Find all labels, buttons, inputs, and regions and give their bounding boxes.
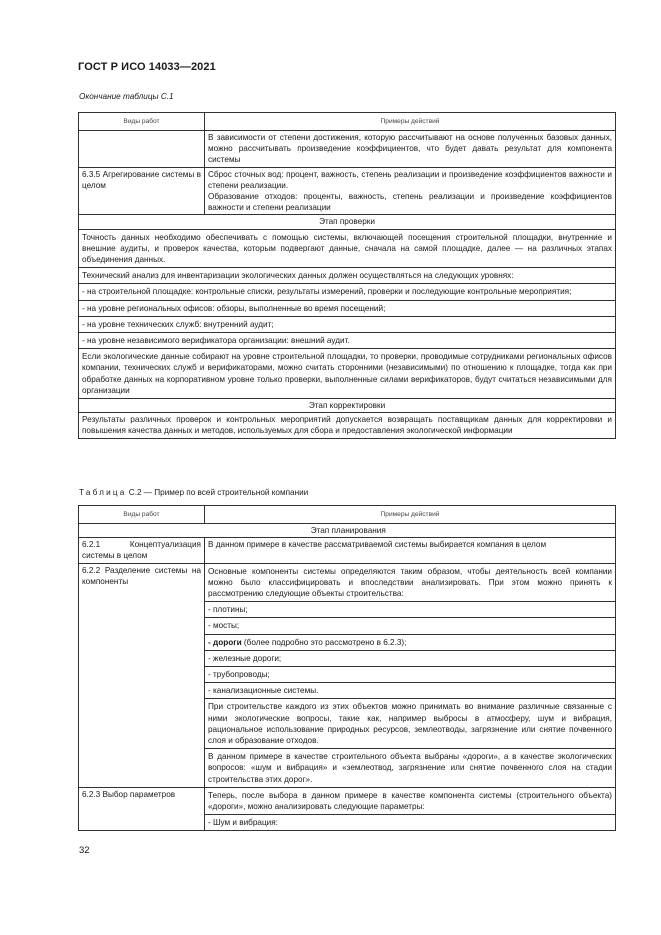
list-item: - трубопроводы; <box>205 666 615 682</box>
stage-title-plan: Этап планирования <box>205 524 616 538</box>
row-text <box>205 167 616 215</box>
caption-prefix: Таблица <box>79 488 127 497</box>
table-row <box>79 229 616 398</box>
row-text: В данном примере в качестве рассматриваемой системы выбирается компания в целом <box>205 538 616 563</box>
caption-rest: С.2 — Пример по всей строительной компании <box>126 488 309 497</box>
correct-text: Результаты различных проверок и контрольных мероприятий допускается возвращать поставщикам данных для корректировки и повышения качества данных и методов, используемых для сбора и предоставления экологической информации <box>79 413 616 438</box>
table-header-row <box>79 506 616 524</box>
check-content <box>79 229 616 398</box>
table1-caption: Окончание таблицы С.1 <box>79 92 174 101</box>
list-item: - мосты; <box>205 617 615 633</box>
paragraph: - на строительной площадке: контрольные списки, результаты измерений, проверки и последующие контрольные мероприятия; <box>79 283 615 299</box>
paragraph: Если экологические данные собирают на уровне строительной площадки, то проверки, проводимые сотрудниками региональных офисов компании, технических служб и верификаторами, можно считать сторонними (независимыми) по отношению к площадке, тогда как при обработке данных на корпоративном уровне только проверки, выполненные силами верификаторов, будут считаться независимыми для организации <box>79 348 615 398</box>
stage-row <box>79 399 616 413</box>
table2-caption <box>79 488 308 497</box>
row-text: В зависимости от степени достижения, которую рассчитывают на основе полученных базовых данных, можно рассчитывать произведение коэффициентов, что будет давать результат для компонента системы <box>205 131 616 168</box>
col-header-action-examples: Примеры действий <box>205 113 616 131</box>
list-item: - железные дороги; <box>205 650 615 666</box>
table-row <box>79 563 616 787</box>
table-row <box>79 131 616 168</box>
col-header-work-types: Виды работ <box>79 113 205 131</box>
stage-title-check: Этап проверки <box>79 215 616 229</box>
table-row <box>79 538 616 563</box>
row-text <box>205 787 616 831</box>
row-label: 6.3.5 Агрегирование системы в целом <box>79 167 205 215</box>
table-row <box>79 787 616 831</box>
page-number: 32 <box>79 845 90 856</box>
row-text <box>205 563 616 787</box>
paragraph: - на уровне технических служб: внутренний аудит; <box>79 316 615 332</box>
list-item <box>205 634 615 650</box>
row-label: 6.2.1 Концептуализация системы в целом <box>79 538 205 563</box>
list-item: - плотины; <box>205 601 615 617</box>
paragraph: Сброс сточных вод: процент, важность, степень реализации и произведение коэффициентов важности и степени реализации. <box>208 169 612 190</box>
paragraph: Точность данных необходимо обеспечивать с помощью системы, включающей посещения строительной площадки, внутренние и внешние аудиты, и проверок качества, которым подвергают данные, сначала на самой площадке, далее — на различных этапах объединения данных. <box>82 232 612 265</box>
paragraph: Технический анализ для инвентаризации экологических данных должен осуществляться на следующих уровнях: <box>79 267 615 283</box>
roads-rest: (более подробно это рассмотрено в 6.2.3); <box>241 637 407 647</box>
roads-bold: - дороги <box>208 637 242 647</box>
col-header-action-examples: Примеры действий <box>205 506 616 524</box>
paragraph: - на уровне региональных офисов: обзоры, выполненные во время посещений; <box>79 300 615 316</box>
paragraph: Образование отходов: проценты, важность, степень реализации и произведение коэффициентов важности и степени реализации <box>208 192 612 213</box>
paragraph: - на уровне независимого верификатора организации: внешний аудит. <box>79 332 615 348</box>
table-row <box>79 167 616 215</box>
table-c2 <box>78 505 616 831</box>
col-header-work-types: Виды работ <box>79 506 205 524</box>
stage-row <box>79 524 616 538</box>
paragraph: - Шум и вибрация: <box>205 814 615 830</box>
table-header-row <box>79 113 616 131</box>
stage-title-correct: Этап корректировки <box>79 399 616 413</box>
row-label <box>79 131 205 168</box>
table-c1 <box>78 112 616 439</box>
paragraph: Теперь, после выбора в данном примере в качестве компонента системы (строительного объекта) «дороги», можно анализировать следующие параметры: <box>208 790 612 812</box>
list-item: - канализационные системы. <box>205 682 615 698</box>
stage-row <box>79 215 616 229</box>
document-header: ГОСТ Р ИСО 14033—2021 <box>78 61 216 73</box>
table-row <box>79 413 616 438</box>
paragraph: При строительстве каждого из этих объектов можно принимать во внимание различные связанные с ними экологические вопросы, такие как, например выбросы в атмосферу, шум и вибрация, рациональное использование природных ресурсов, землеотводы, загрязнение или снятие почвенного слоя и образование отходов. <box>205 698 615 748</box>
paragraph: Основные компоненты системы определяются таким образом, чтобы деятельность всей компании можно было классифицировать и впоследствии анализировать. При этом можно принять к рассмотрению следующие объекты строительства: <box>208 566 612 599</box>
row-label: 6.2.3 Выбор параметров <box>79 787 205 831</box>
row-label: 6.2.2 Разделение системы на компоненты <box>79 563 205 787</box>
paragraph: В данном примере в качестве строительного объекта выбраны «дороги», а в качестве экологических вопросов: «шум и вибрация» и «землеотвод, загрязнение или снятие почвенного слоя на стадии строительства этих дорог». <box>205 748 615 787</box>
